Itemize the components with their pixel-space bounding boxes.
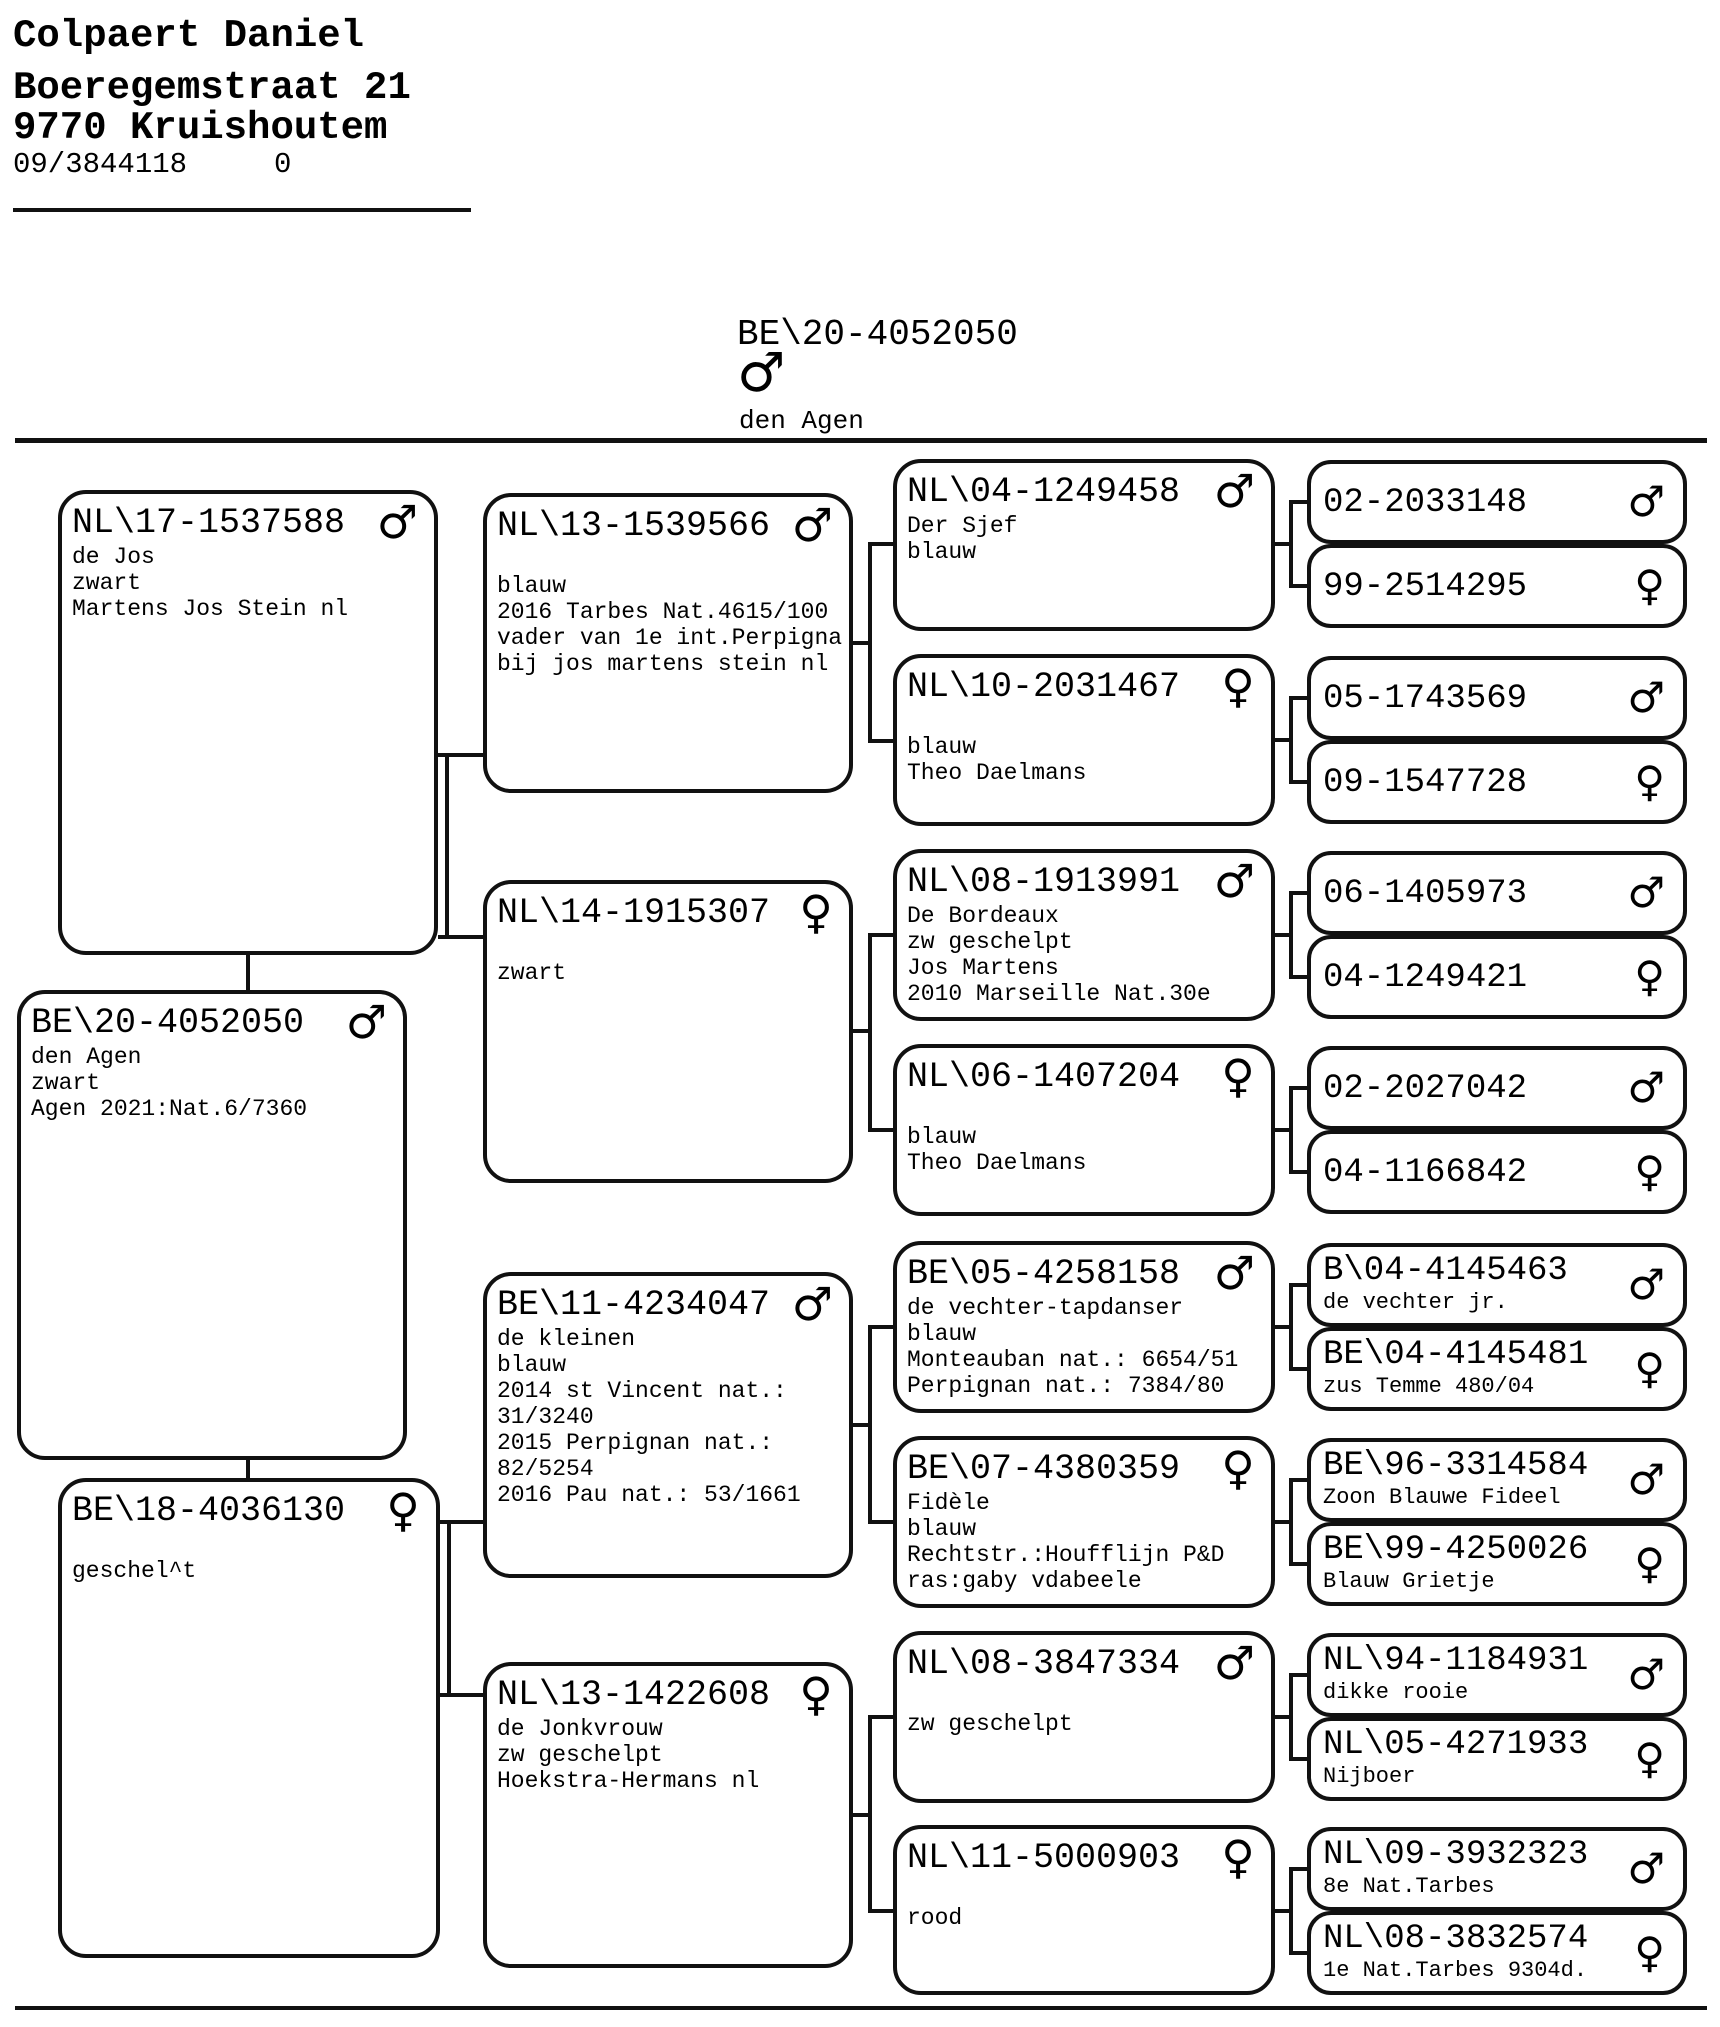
- pedigree-box: [1307, 1522, 1687, 1606]
- male-icon: ♂: [1213, 1636, 1255, 1690]
- male-icon: ♂: [1627, 673, 1665, 722]
- ring-number: BE\99-4250026: [1323, 1531, 1589, 1569]
- ring-number: NL\05-4271933: [1323, 1726, 1589, 1764]
- pedigree-box: [893, 1044, 1275, 1216]
- box-detail-line: 2016 Tarbes Nat.4615/100: [497, 599, 829, 625]
- ring-number: NL\08-3832574: [1323, 1920, 1589, 1958]
- female-icon: ♀: [1634, 1928, 1665, 1977]
- connector-line: [868, 1715, 893, 1719]
- connector-line: [868, 1715, 872, 1913]
- connector-line: [868, 1128, 893, 1132]
- female-icon: ♀: [1634, 561, 1665, 610]
- box-detail-line: [907, 1685, 1265, 1711]
- connector-line: [1289, 1283, 1307, 1287]
- box-detail-line: 82/5254: [497, 1456, 594, 1482]
- owner-address: Boeregemstraat 21: [13, 66, 411, 110]
- ring-number: BE\05-4258158: [907, 1254, 1181, 1294]
- box-detail-line: Jos Martens: [907, 955, 1059, 981]
- box-detail-line: blauw: [907, 539, 977, 565]
- ring-number: NL\10-2031467: [907, 667, 1181, 707]
- male-icon: ♂: [1627, 1063, 1665, 1112]
- connector-line: [246, 955, 250, 990]
- pedigree-box: [483, 880, 853, 1183]
- box-detail-line: Theo Daelmans: [907, 1150, 1087, 1176]
- connector-line: [1289, 1086, 1293, 1174]
- male-icon: ♂: [376, 495, 418, 549]
- male-icon: ♂: [1627, 1260, 1665, 1309]
- pedigree-box: [1307, 1827, 1687, 1911]
- male-icon: ♂: [791, 1277, 833, 1331]
- box-detail-line: de kleinen: [497, 1326, 636, 1352]
- pedigree-box: [1307, 740, 1687, 824]
- box-detail-line: geschel^t: [72, 1558, 197, 1584]
- box-detail-line: Agen 2021:Nat.6/7360: [31, 1096, 308, 1122]
- box-detail-line: vader van 1e int.Perpigna: [497, 625, 843, 651]
- box-detail-line: zwart: [497, 960, 567, 986]
- ring-number: NL\94-1184931: [1323, 1642, 1589, 1680]
- box-detail-line: zw geschelpt: [907, 929, 1073, 955]
- ring-number: NL\13-1539566: [497, 506, 771, 546]
- box-detail-line: zw geschelpt: [907, 1711, 1073, 1737]
- ring-number: NL\09-3932323: [1323, 1836, 1589, 1874]
- male-icon: ♂: [345, 995, 387, 1049]
- ring-number: BE\96-3314584: [1323, 1447, 1589, 1485]
- connector-line: [1289, 584, 1307, 588]
- pedigree-box: [893, 1631, 1275, 1803]
- ring-number: 02-2027042: [1323, 1069, 1528, 1108]
- box-detail-line: 2010 Marseille Nat.30e: [907, 981, 1211, 1007]
- box-detail-line: [72, 1532, 430, 1558]
- connector-line: [1289, 891, 1293, 979]
- connector-line: [1289, 500, 1307, 504]
- ring-number: NL\14-1915307: [497, 893, 771, 933]
- pedigree-box: [1307, 1130, 1687, 1214]
- box-subtitle: Zoon Blauwe Fideel: [1323, 1485, 1561, 1510]
- ring-number: 05-1743569: [1323, 679, 1528, 718]
- male-icon: ♂: [1627, 477, 1665, 526]
- box-subtitle: Nijboer: [1323, 1764, 1416, 1789]
- pedigree-box: [893, 1825, 1275, 1995]
- connector-line: [1289, 696, 1293, 784]
- ring-number: BE\04-4145481: [1323, 1336, 1589, 1374]
- male-icon: ♂: [791, 498, 833, 552]
- pedigree-box: [1307, 1717, 1687, 1801]
- box-detail-line: Monteauban nat.: 6654/51: [907, 1347, 1239, 1373]
- box-subtitle: 1e Nat.Tarbes 9304d.: [1323, 1958, 1588, 1983]
- box-detail-line: blauw: [497, 1352, 567, 1378]
- pedigree-box: [483, 1272, 853, 1578]
- box-subtitle: 8e Nat.Tarbes: [1323, 1874, 1495, 1899]
- box-subtitle: dikke rooie: [1323, 1680, 1469, 1705]
- female-icon: ♀: [386, 1483, 420, 1537]
- connector-line: [1289, 1478, 1293, 1566]
- ring-number: BE\20-4052050: [31, 1003, 305, 1043]
- box-detail-line: Hoekstra-Hermans nl: [497, 1768, 760, 1794]
- female-icon: ♀: [1221, 659, 1255, 713]
- box-detail-line: de vechter-tapdanser: [907, 1295, 1184, 1321]
- connector-line: [868, 933, 872, 1132]
- pedigree-box-dam: [58, 1478, 440, 1958]
- pedigree-box: [1307, 1911, 1687, 1995]
- box-detail-line: rood: [907, 1905, 963, 1931]
- box-detail-line: Martens Jos Stein nl: [72, 596, 349, 622]
- pedigree-box: [893, 459, 1275, 631]
- ring-number: NL\11-5000903: [907, 1838, 1181, 1878]
- box-detail-line: 2016 Pau nat.: 53/1661: [497, 1482, 801, 1508]
- pedigree-box: [483, 1662, 853, 1968]
- box-subtitle: Blauw Grietje: [1323, 1569, 1495, 1594]
- divider-rule: [15, 438, 1707, 443]
- ring-number: NL\17-1537588: [72, 503, 346, 543]
- ring-number: 04-1249421: [1323, 958, 1528, 997]
- connector-line: [868, 542, 893, 546]
- male-icon: ♂: [1213, 854, 1255, 908]
- box-detail-line: bij jos martens stein nl: [497, 651, 829, 677]
- box-detail-line: [907, 708, 1265, 734]
- box-detail-line: de Jos: [72, 544, 155, 570]
- box-detail-line: De Bordeaux: [907, 903, 1059, 929]
- pedigree-box: [1307, 1327, 1687, 1411]
- female-icon: ♀: [799, 885, 833, 939]
- ring-number: NL\06-1407204: [907, 1057, 1181, 1097]
- owner-name: Colpaert Daniel: [13, 14, 365, 58]
- female-icon: ♀: [1221, 1441, 1255, 1495]
- female-icon: ♀: [1634, 1344, 1665, 1393]
- ring-number: B\04-4145463: [1323, 1252, 1568, 1290]
- box-detail-line: Rechtstr.:Houfflijn P&D: [907, 1542, 1225, 1568]
- ring-number: BE\18-4036130: [72, 1491, 346, 1531]
- connector-line: [1289, 780, 1307, 784]
- box-detail-line: den Agen: [31, 1044, 142, 1070]
- pedigree-box: [1307, 1633, 1687, 1717]
- box-detail-line: Fidèle: [907, 1490, 990, 1516]
- connector-line: [1289, 1562, 1307, 1566]
- female-icon: ♀: [1634, 1734, 1665, 1783]
- box-detail-line: blauw: [907, 734, 977, 760]
- connector-line: [1289, 975, 1307, 979]
- subject-name: den Agen: [739, 406, 864, 436]
- box-detail-line: [907, 1098, 1265, 1124]
- box-detail-line: Der Sjef: [907, 513, 1018, 539]
- connector-line: [1289, 500, 1293, 588]
- box-subtitle: de vechter jr.: [1323, 1290, 1508, 1315]
- connector-line: [1289, 1757, 1307, 1761]
- owner-phone: 09/3844118 0: [13, 148, 292, 181]
- ring-number: BE\07-4380359: [907, 1449, 1181, 1489]
- male-icon: ♂: [1627, 1455, 1665, 1504]
- box-detail-line: blauw: [907, 1124, 977, 1150]
- pedigree-box: [483, 493, 853, 793]
- ring-number: 99-2514295: [1323, 567, 1528, 606]
- pedigree-box: [893, 1436, 1275, 1608]
- box-detail-line: 31/3240: [497, 1404, 594, 1430]
- connector-line: [1289, 1367, 1307, 1371]
- box-detail-line: blauw: [497, 573, 567, 599]
- male-icon: ♂: [1627, 1650, 1665, 1699]
- ring-number: 06-1405973: [1323, 874, 1528, 913]
- divider-rule: [13, 208, 471, 212]
- connector-line: [1289, 1170, 1307, 1174]
- box-detail-line: 2015 Perpignan nat.:: [497, 1430, 774, 1456]
- box-detail-line: zw geschelpt: [497, 1742, 663, 1768]
- connector-line: [868, 1325, 893, 1329]
- pedigree-box: [893, 849, 1275, 1021]
- male-icon: ♂: [1627, 1844, 1665, 1893]
- pedigree-box-sire: [58, 490, 438, 955]
- male-icon: ♂: [1213, 464, 1255, 518]
- box-detail-line: zwart: [31, 1070, 101, 1096]
- ring-number: NL\08-3847334: [907, 1644, 1181, 1684]
- divider-rule: [15, 2006, 1707, 2010]
- pedigree-box: [1307, 460, 1687, 544]
- female-icon: ♀: [1634, 1147, 1665, 1196]
- owner-city: 9770 Kruishoutem: [13, 106, 388, 150]
- box-detail-line: Perpignan nat.: 7384/80: [907, 1373, 1225, 1399]
- male-icon: ♂: [1213, 1246, 1255, 1300]
- box-detail-line: de Jonkvrouw: [497, 1716, 663, 1742]
- pedigree-box: [1307, 851, 1687, 935]
- connector-line: [868, 739, 893, 743]
- pedigree-box-subject: [17, 990, 407, 1460]
- pedigree-box: [1307, 656, 1687, 740]
- female-icon: ♀: [1221, 1830, 1255, 1884]
- ring-number: NL\08-1913991: [907, 862, 1181, 902]
- ring-number: 04-1166842: [1323, 1153, 1528, 1192]
- pedigree-box: [893, 1241, 1275, 1413]
- connector-line: [447, 1520, 451, 1697]
- box-detail-line: ras:gaby vdabeele: [907, 1568, 1142, 1594]
- subject-ring: BE\20-4052050: [737, 314, 1018, 355]
- box-detail-line: [497, 934, 843, 960]
- box-detail-line: blauw: [907, 1516, 977, 1542]
- ring-number: 09-1547728: [1323, 763, 1528, 802]
- connector-line: [1289, 1673, 1293, 1761]
- female-icon: ♀: [1634, 1539, 1665, 1588]
- female-icon: ♀: [1634, 757, 1665, 806]
- female-icon: ♀: [1634, 952, 1665, 1001]
- pedigree-box: [1307, 1243, 1687, 1327]
- connector-line: [868, 542, 872, 743]
- box-detail-line: blauw: [907, 1321, 977, 1347]
- ring-number: 02-2033148: [1323, 483, 1528, 522]
- connector-line: [1289, 1478, 1307, 1482]
- box-detail-line: [907, 1879, 1265, 1905]
- ring-number: NL\13-1422608: [497, 1675, 771, 1715]
- connector-line: [246, 1460, 250, 1478]
- connector-line: [1289, 1867, 1293, 1955]
- connector-line: [1289, 1951, 1307, 1955]
- pedigree-box: [1307, 544, 1687, 628]
- connector-line: [445, 753, 449, 939]
- box-detail-line: Theo Daelmans: [907, 760, 1087, 786]
- ring-number: BE\11-4234047: [497, 1285, 771, 1325]
- box-detail-line: 2014 st Vincent nat.:: [497, 1378, 787, 1404]
- pedigree-box: [1307, 1046, 1687, 1130]
- connector-line: [868, 1325, 872, 1524]
- connector-line: [1289, 1867, 1307, 1871]
- box-detail-line: zwart: [72, 570, 142, 596]
- pedigree-box: [893, 654, 1275, 826]
- connector-line: [868, 933, 893, 937]
- box-subtitle: zus Temme 480/04: [1323, 1374, 1535, 1399]
- connector-line: [868, 1909, 893, 1913]
- pedigree-box: [1307, 935, 1687, 1019]
- ring-number: NL\04-1249458: [907, 472, 1181, 512]
- connector-line: [1289, 1283, 1293, 1371]
- connector-line: [1289, 1673, 1307, 1677]
- pedigree-box: [1307, 1438, 1687, 1522]
- male-icon: ♂: [737, 341, 786, 404]
- connector-line: [1289, 1086, 1307, 1090]
- connector-line: [1289, 891, 1307, 895]
- connector-line: [868, 1520, 893, 1524]
- female-icon: ♀: [1221, 1049, 1255, 1103]
- male-icon: ♂: [1627, 868, 1665, 917]
- female-icon: ♀: [799, 1667, 833, 1721]
- connector-line: [1289, 696, 1307, 700]
